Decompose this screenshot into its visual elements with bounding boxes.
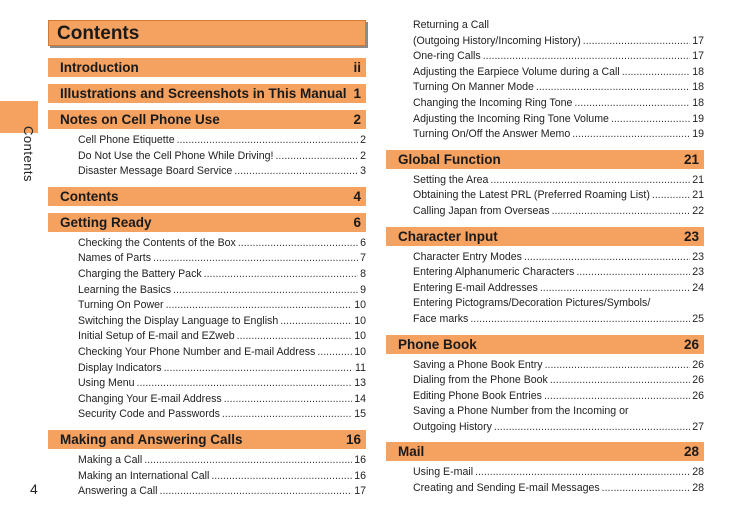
dot-leader: [611, 112, 690, 128]
toc-entry-page: 24: [692, 281, 704, 294]
toc-entry-line1[interactable]: Entering Pictograms/Decoration Pictures/Symbols/: [413, 297, 651, 310]
toc-entry[interactable]: [78, 236, 366, 252]
toc-entry-label: Entering Alphanumeric Characters: [413, 266, 575, 279]
toc-section: [48, 58, 366, 77]
toc-entry[interactable]: [413, 96, 704, 112]
dot-leader: [524, 250, 690, 266]
toc-entry-label: Using Menu: [78, 377, 135, 390]
dot-leader: [153, 251, 358, 267]
dot-leader: [222, 407, 352, 423]
toc-entry-label: Entering E-mail Addresses: [413, 281, 538, 294]
toc-entry-label: Editing Phone Book Entries: [413, 389, 542, 402]
toc-entry[interactable]: [413, 312, 704, 328]
toc-entry[interactable]: [78, 298, 366, 314]
dot-leader: [177, 133, 359, 149]
section-page: 1: [353, 86, 361, 101]
toc-entry[interactable]: [413, 265, 704, 281]
toc-entry[interactable]: [78, 469, 366, 485]
toc-entry-label: Obtaining the Latest PRL (Preferred Roaming List): [413, 189, 650, 202]
toc-entry-page: 21: [692, 189, 704, 202]
toc-entry-page: 18: [692, 65, 704, 78]
toc-entry[interactable]: [78, 314, 366, 330]
toc-entry-page: 26: [692, 358, 704, 371]
toc-entry-label: Using E-mail: [413, 466, 474, 479]
dot-leader: [602, 481, 691, 497]
section-header[interactable]: [48, 58, 366, 77]
left-column: [48, 58, 366, 500]
dot-leader: [583, 34, 690, 50]
section-page: 26: [683, 336, 699, 352]
toc-entry-label: Turning On/Off the Answer Memo: [413, 128, 571, 141]
toc-entry-page: 9: [360, 283, 366, 296]
toc-entry-page: 15: [354, 408, 366, 421]
toc-entry[interactable]: [78, 329, 366, 345]
section-header[interactable]: [386, 335, 704, 354]
toc-entry-page: 23: [692, 250, 704, 263]
toc-entry-page: 2: [360, 149, 366, 162]
toc-entry-page: 22: [692, 204, 704, 217]
toc-entry-page: 19: [692, 128, 704, 141]
toc-entry-line1[interactable]: Returning a Call: [413, 19, 489, 31]
toc-entry-label: Turning On Power: [78, 299, 164, 312]
toc-entry-page: 14: [354, 392, 366, 405]
toc-entry-page: 8: [360, 267, 366, 280]
toc-entry-page: 26: [692, 374, 704, 387]
section-header[interactable]: [386, 150, 704, 169]
dot-leader: [536, 80, 690, 96]
toc-entry-label: Security Code and Passwords: [78, 408, 220, 421]
toc-entry[interactable]: [413, 420, 704, 436]
toc-entry[interactable]: [413, 80, 704, 96]
toc-section: [386, 335, 704, 436]
toc-entry[interactable]: [413, 465, 704, 481]
toc-entry-page: 10: [354, 299, 366, 312]
toc-section: [386, 442, 704, 496]
section-header[interactable]: [48, 84, 366, 103]
toc-entry[interactable]: [413, 358, 704, 374]
dot-leader: [166, 298, 353, 314]
toc-entry-page: 2: [360, 134, 366, 146]
section-title: Phone Book: [398, 336, 477, 352]
toc-entry-label: One-ring Calls: [413, 50, 481, 63]
toc-entry[interactable]: [78, 484, 366, 500]
dot-leader: [576, 265, 690, 281]
dot-leader: [144, 453, 352, 469]
dot-leader: [550, 373, 690, 389]
toc-entry-page: 3: [360, 165, 366, 178]
toc-entry-page: 26: [692, 389, 704, 402]
toc-entry-page: 17: [354, 485, 366, 498]
toc-entry-label: Calling Japan from Overseas: [413, 204, 550, 217]
dot-leader: [280, 314, 352, 330]
toc-entry-page: 27: [692, 420, 704, 433]
section-items: [386, 354, 704, 436]
section-title: Contents: [60, 188, 119, 204]
toc-entry[interactable]: [78, 376, 366, 392]
dot-leader: [164, 361, 353, 377]
section-header[interactable]: [386, 227, 704, 246]
section-header[interactable]: [48, 430, 366, 449]
toc-entry-page: 13: [354, 377, 366, 390]
toc-section: [386, 150, 704, 220]
section-items: [386, 461, 704, 496]
toc-entry-label: Setting the Area: [413, 173, 489, 186]
section-items: [48, 232, 366, 423]
section-page: 4: [353, 188, 361, 204]
toc-section: [48, 430, 366, 500]
toc-entry[interactable]: [413, 127, 704, 143]
toc-entry[interactable]: [413, 481, 704, 497]
toc-entry[interactable]: [78, 283, 366, 299]
toc-entry[interactable]: [413, 188, 704, 204]
section-title: Notes on Cell Phone Use: [60, 112, 220, 127]
section-page: ii: [353, 60, 361, 75]
toc-entry-page: 28: [692, 466, 704, 479]
dot-leader: [317, 345, 352, 361]
page-title: Contents: [57, 23, 140, 44]
dot-leader: [238, 236, 358, 252]
dot-leader: [173, 283, 358, 299]
dot-leader: [470, 312, 690, 328]
toc-entry-label: Creating and Sending E-mail Messages: [413, 482, 600, 495]
toc-entry-line1[interactable]: Saving a Phone Number from the Incoming or: [413, 405, 629, 418]
dot-leader: [160, 484, 353, 500]
toc-entry[interactable]: [78, 453, 366, 469]
toc-entry-label: Checking the Contents of the Box: [78, 236, 236, 249]
section-header[interactable]: [48, 110, 366, 129]
dot-leader: [211, 469, 352, 485]
dot-leader: [574, 96, 690, 112]
toc-entry-label: Adjusting the Earpiece Volume during a Call: [413, 65, 620, 78]
dot-leader: [234, 164, 358, 180]
dot-leader: [572, 127, 690, 143]
toc-entry-label: Dialing from the Phone Book: [413, 374, 548, 387]
section-page: 6: [353, 214, 361, 230]
section-items: [48, 449, 366, 500]
toc-entry-label: Disaster Message Board Service: [78, 165, 233, 178]
section-page: 16: [345, 431, 361, 447]
section-items: [386, 246, 704, 328]
side-section-label: Contents: [21, 126, 36, 183]
toc-entry-label: Initial Setup of E-mail and EZweb: [78, 330, 235, 343]
dot-leader: [652, 188, 690, 204]
toc-entry-page: 18: [692, 81, 704, 94]
toc-entry-label: Adjusting the Incoming Ring Tone Volume: [413, 112, 609, 125]
toc-entry-page: 21: [692, 173, 704, 186]
toc-entry[interactable]: [78, 267, 366, 283]
toc-entry-label: Face marks: [413, 312, 469, 325]
toc-entry-page: 6: [360, 236, 366, 249]
toc-entry-page: 16: [354, 453, 366, 466]
toc-entry-page: 23: [692, 266, 704, 279]
toc-entry-label: Making an International Call: [78, 469, 210, 482]
section-items: [48, 129, 366, 180]
toc-entry[interactable]: [413, 281, 704, 297]
section-title: Illustrations and Screenshots in This Manual: [60, 86, 347, 101]
toc-entry-label: Answering a Call: [78, 485, 158, 498]
toc-entry-label: Cell Phone Etiquette: [78, 134, 175, 146]
toc-entry-page: 18: [692, 96, 704, 109]
toc-entry[interactable]: [413, 34, 704, 50]
page-number: 4: [30, 481, 38, 497]
toc-entry[interactable]: [78, 392, 366, 408]
section-header[interactable]: [386, 442, 704, 461]
toc-entry-page: 10: [354, 314, 366, 327]
dot-leader: [237, 329, 353, 345]
toc-entry-page: 10: [354, 330, 366, 343]
toc-entry-page: 17: [692, 34, 704, 47]
toc-entry-page: 25: [692, 312, 704, 325]
toc-entry[interactable]: [413, 65, 704, 81]
section-title: Introduction: [60, 60, 139, 75]
toc-entry[interactable]: [413, 49, 704, 65]
section-header[interactable]: [48, 213, 366, 232]
toc-section: [48, 110, 366, 180]
toc-entry-label: Changing the Incoming Ring Tone: [413, 96, 573, 109]
section-page: 2: [353, 112, 361, 127]
dot-leader: [137, 376, 353, 392]
toc-entry-page: 19: [692, 112, 704, 125]
toc-entry[interactable]: [78, 133, 366, 149]
dot-leader: [475, 465, 690, 481]
dot-leader: [552, 204, 691, 220]
dot-leader: [540, 281, 690, 297]
section-page: 23: [683, 228, 699, 244]
toc-section: [48, 84, 366, 103]
toc-entry-label: Checking Your Phone Number and E-mail Address: [78, 345, 316, 358]
toc-entry[interactable]: [78, 361, 366, 377]
toc-entry-page: 10: [354, 345, 366, 358]
dot-leader: [224, 392, 353, 408]
section-title: Character Input: [398, 228, 498, 244]
section-header[interactable]: [48, 187, 366, 206]
dot-leader: [275, 149, 358, 165]
contents-title-box: [48, 20, 366, 46]
toc-section: [48, 213, 366, 423]
toc-entry-label: Do Not Use the Cell Phone While Driving!: [78, 149, 274, 162]
dot-leader: [494, 420, 690, 436]
toc-entry-label: Switching the Display Language to English: [78, 314, 279, 327]
toc-entry-label: Making a Call: [78, 453, 143, 466]
toc-entry-label: Names of Parts: [78, 252, 152, 265]
toc-entry-label: Saving a Phone Book Entry: [413, 358, 543, 371]
toc-entry[interactable]: [78, 407, 366, 423]
dot-leader: [545, 358, 691, 374]
dot-leader: [204, 267, 358, 283]
toc-entry-page: 17: [692, 50, 704, 63]
section-title: Getting Ready: [60, 214, 152, 230]
toc-entry[interactable]: [413, 173, 704, 189]
section-page: 21: [683, 151, 699, 167]
dot-leader: [544, 389, 690, 405]
toc-entry[interactable]: [78, 345, 366, 361]
toc-section: [386, 227, 704, 328]
toc-entry-page: 11: [355, 361, 366, 374]
toc-entry-label: Outgoing History: [413, 420, 492, 433]
toc-entry[interactable]: [413, 389, 704, 405]
section-title: Global Function: [398, 151, 501, 167]
right-intro-items: [386, 18, 704, 143]
section-title: Mail: [398, 444, 425, 460]
toc-section: [48, 187, 366, 206]
toc-entry[interactable]: [413, 373, 704, 389]
toc-entry-label: (Outgoing History/Incoming History): [413, 34, 581, 47]
toc-entry-label: Display Indicators: [78, 361, 162, 374]
toc-entry[interactable]: [78, 149, 366, 165]
toc-entry[interactable]: [78, 164, 366, 180]
toc-entry-page: 16: [354, 469, 366, 482]
toc-entry[interactable]: [78, 251, 366, 267]
toc-entry[interactable]: [413, 204, 704, 220]
right-column: [386, 18, 704, 497]
toc-entry[interactable]: [413, 112, 704, 128]
toc-entry-label: Charging the Battery Pack: [78, 267, 202, 280]
toc-entry-page: 28: [692, 482, 704, 495]
toc-entry-label: Learning the Basics: [78, 283, 172, 296]
section-title: Making and Answering Calls: [60, 431, 243, 447]
dot-leader: [483, 49, 690, 65]
toc-entry-label: Changing Your E-mail Address: [78, 392, 222, 405]
toc-entry-label: Turning On Manner Mode: [413, 81, 534, 94]
toc-entry-label: Character Entry Modes: [413, 250, 522, 263]
toc-entry[interactable]: [413, 250, 704, 266]
toc-entry-page: 7: [360, 252, 366, 265]
section-items: [386, 169, 704, 220]
dot-leader: [622, 65, 691, 81]
section-page: 28: [683, 444, 699, 460]
dot-leader: [490, 173, 690, 189]
